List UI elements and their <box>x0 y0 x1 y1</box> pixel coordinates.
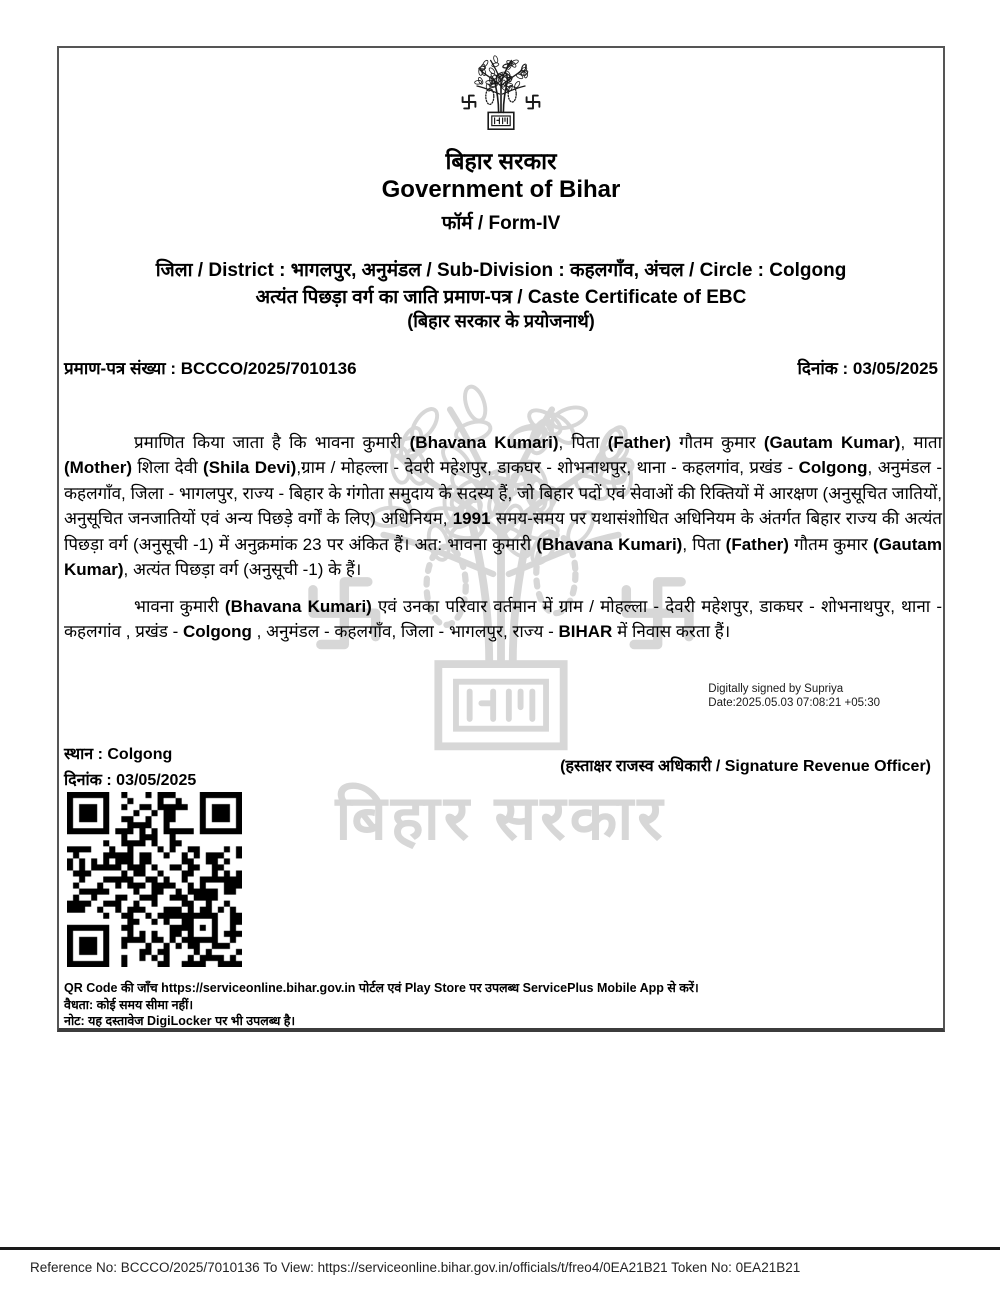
certificate-number <box>64 356 357 379</box>
digital-signature-signer: Digitally signed by Supriya <box>708 683 844 695</box>
certificate-meta-row <box>64 356 938 379</box>
org-name-english: Government of Bihar <box>381 176 621 203</box>
bihar-emblem-logo-icon <box>453 54 549 134</box>
certificate-body-paragraph: प्रमाणित किया जाता है कि भावना कुमारी (Bhavana Kumari), पिता (Father) गौतम कुमार (Gautam Kumar), माता (Mother) शिला देवी (Shila Devi),ग्राम / मोहल्ला - देवरी महेशपुर, डाकघर - शोभनाथपुर, थाना - कहलगांव, प्रखंड - Colgong, अनुमंडल - कहलगाँव, जिला - भागलपुर, राज्य - बिहार के गंगोता समुदाय के सदस्य हैं, जो बिहार पदों एवं सेवाओं की रिक्तियों में आरक्षण (अनुसूचित जातियों, अनुसूचित जनजातियों एवं अन्य पिछड़े वर्गों के लिए) अधिनियम, 1991 समय-समय पर यथासंशोधित अधिनियम के अंतर्गत बिहार राज्य की अत्यंत पिछड़ा वर्ग (अनुसूची -1) में अनुक्रमांक 23 पर अंकित हैं। अत: भावना कुमारी (Bhavana Kumari), पिता (Father) गौतम कुमार (Gautam Kumar), अत्यंत पिछड़ा वर्ग (अनुसूची -1) के हैं। <box>64 433 943 580</box>
officer-signature-label: (हस्ताक्षर राजस्व अधिकारी / Signature Revenue Officer) <box>560 758 931 775</box>
signing-date-line <box>64 768 196 790</box>
signing-date-value: 03/05/2025 <box>116 772 197 789</box>
issue-date-value: 03/05/2025 <box>852 359 938 378</box>
bihar-emblem-logo <box>453 54 549 139</box>
certificate-title: अत्यंत पिछड़ा वर्ग का जाति प्रमाण-पत्र / Caste Certificate of EBC <box>255 287 747 308</box>
qr-code <box>67 792 242 967</box>
purpose-note: (बिहार सरकार के प्रयोजनार्थ) <box>407 311 595 331</box>
issue-date-label: दिनांक : <box>797 359 853 378</box>
certificate-border <box>57 46 945 1032</box>
footer-divider <box>0 1247 1000 1250</box>
residence-paragraph: भावना कुमारी (Bhavana Kumari) एवं उनका परिवार वर्तमान में ग्राम / मोहल्ला - देवरी महेशपुर, डाकघर - शोभनाथपुर, थाना - कहलगांव , प्रखंड - Colgong , अनुमंडल - कहलगाँव, जिला - भागलपुर, राज्य - BIHAR में निवास करता हैं। <box>64 597 942 642</box>
place-line <box>64 742 172 764</box>
district-subdivision-circle-line: जिला / District : भागलपुर, अनुमंडल / Sub-Division : कहलगाँव, अंचल / Circle : Colgong <box>155 260 847 281</box>
org-name-hindi: बिहार सरकार <box>445 148 557 174</box>
issue-date <box>797 356 938 379</box>
digital-signature-date: Date:2025.05.03 07:08:21 +05:30 <box>708 697 880 709</box>
qr-code-image <box>67 792 242 967</box>
note-digilocker: नोट: यह दस्तावेज DigiLocker पर भी उपलब्ध है। <box>64 1014 296 1028</box>
footer-notes <box>64 980 938 1030</box>
certificate-number-label: प्रमाण-पत्र संख्या : <box>64 359 181 378</box>
place-label: स्थान : <box>64 746 108 763</box>
note-qr-verification: QR Code की जाँच https://serviceonline.bihar.gov.in पोर्टल एवं Play Store पर उपलब्ध ServicePlus Mobile App से करें। <box>64 981 699 995</box>
place-value: Colgong <box>107 746 173 763</box>
form-number: फॉर्म / Form-IV <box>441 213 561 234</box>
watermark-text: बिहार सरकार <box>335 784 667 853</box>
digital-signature <box>708 682 880 710</box>
certificate-number-value: BCCCO/2025/7010136 <box>180 359 357 378</box>
footer-reference: Reference No: BCCCO/2025/7010136 To View: https://serviceonline.bihar.gov.in/officials/t/freo4/0EA21B21 Token No: 0EA21B21 <box>30 1260 801 1275</box>
note-validity: वैधता: कोई समय सीमा नहीं। <box>64 997 194 1012</box>
signing-date-label: दिनांक : <box>64 772 117 789</box>
